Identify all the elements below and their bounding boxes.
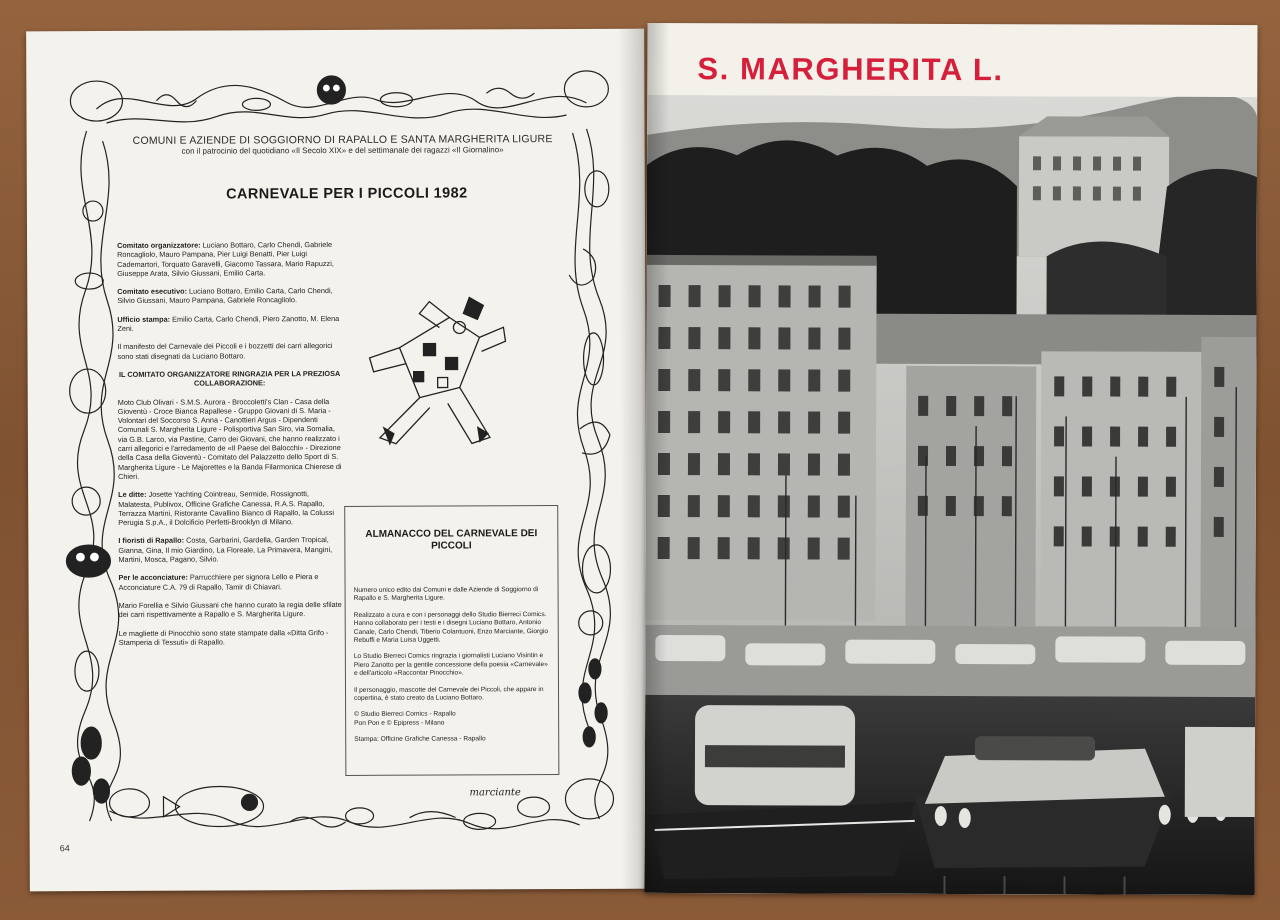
right-page (644, 23, 1257, 895)
harbor-town-photo (644, 95, 1257, 895)
almanac-box (344, 505, 559, 776)
harlequin-drawing (359, 287, 510, 456)
almanac-paragraph: Numero unico edito dai Comuni e dalle Aziende di Soggiorno di Rapallo e S. Margherita Ligure. (353, 586, 539, 603)
artist-signature: marciante (469, 787, 521, 799)
almanac-paragraph: Realizzato a cura e con i personaggi dello Studio Bierreci Comics. Hanno collaborato per i testi e i disegni Luciano Bottaro, Antonio Canale, Carlo Chendi, Tiberio Colantuoni, Enzo Marciante, Giorgio Rebuffi e Maria Luisa Uggetti. (353, 610, 549, 644)
almanac-paragraph: Lo Studio Bierreci Comics ringrazia i giornalisti Luciano Visintin e Piero Zanotto per la gentile concessione della poesia «Carnevale» e dell'articolo «Raccontar Pinocchio». (353, 652, 548, 678)
credits-paragraph: Per le acconciature: Parrucchiere per signora Lello e Piera e Acconciature C.A. 79 di Rapallo, Tamir di Chiavari. (118, 572, 319, 592)
organizer-header: COMUNI E AZIENDE DI SOGGIORNO DI RAPALLO E SANTA MARGHERITA LIGURE (132, 133, 553, 147)
credits-paragraph: I fioristi di Rapallo: Costa, Garbarini, Gardella, Garden Tropical, Gianna, Gina, Il mio Giardino, La Floreale, La Primavera, Mangini, Martini, Mosca, Pagano, Silvio. (118, 535, 333, 564)
credits-paragraph: Comitato organizzatore: Luciano Bottaro, Carlo Chendi, Gabriele Roncagliolo, Mauro Pampana, Pier Luigi Benatti, Pier Luigi Cademartori, Torquato Garavelli, Giacomo Tassara, Mario Rapuzzi, Giuseppe Arata, Silvio Giussani, Emilio Carta. (117, 240, 334, 278)
credits-paragraph: Mario Forellia e Silvio Giussani che hanno curato la regia delle sfilate dei carri rispettivamente a Rapallo e S. Margherita Ligure. (118, 599, 342, 620)
almanac-paragraph: © Studio Bierreci Comics - Rapallo Pon Pon e © Epipress - Milano (354, 710, 456, 727)
page-title: CARNEVALE PER I PICCOLI 1982 (226, 185, 468, 203)
almanac-text (354, 586, 551, 745)
thanks-heading: IL COMITATO ORGANIZZATORE RINGRAZIA PER LA PREZIOSA COLLABORAZIONE: (118, 368, 341, 388)
almanac-title: ALMANACCO DEL CARNEVALE DEI PICCOLI (365, 528, 538, 552)
place-title: S. MARGHERITA L. (697, 51, 1004, 88)
credits-paragraph: Il manifesto del Carnevale dei Piccoli e i bozzetti dei carri allegorici sono stati disegnati da Luciano Bottaro. (117, 341, 333, 361)
credits-paragraph: Moto Club Olivari - S.M.S. Aurora - Broccoletti's Clan - Casa della Gioventù - Croce Bianca Rapallese - Gruppo Giovani di S. Maria - Volontari del Soccorso S. Anna - Canottieri Argus - Dipendenti Comunali S. Margherita Ligure - Polisportiva San Siro, via Somalia, via G.B. Larco, via Pastine, Carro dei Giovani, che hanno realizzato i carri allegorici e l'arredamento de «Il Paese dei Balocchi» - Direzione della Casa della Gioventù - Comitato del Palazzetto dello Sport di S. Margherita Ligure - Le Majorettes e la Banda Filarmonica Chierese di Chieri. (117, 396, 342, 481)
almanac-paragraph: Stampa: Officine Grafiche Canessa - Rapallo (354, 735, 486, 744)
credits-paragraph: Comitato esecutivo: Luciano Bottaro, Emilio Carta, Carlo Chendi, Silvio Giussani, Mauro Pampana, Gabriele Roncagliolo. (117, 286, 333, 306)
almanac-paragraph: Il personaggio, mascotte del Carnevale dei Piccoli, che appare in copertina, è stato creato da Luciano Bottaro. (353, 685, 544, 702)
left-page (26, 29, 648, 892)
credits-paragraph: Ufficio stampa: Emilio Carta, Carlo Chendi, Piero Zanotto, M. Elena Zeni. (117, 313, 340, 334)
credits-paragraph: Le magliette di Pinocchio sono state stampate dalla «Ditta Grifo - Stamperia di Tessuti» di Rapallo. (118, 627, 329, 647)
patronage-line: con il patrocinio del quotidiano «Il Secolo XIX» e del settimanale dei ragazzi «Il Giornalino» (181, 145, 504, 156)
page-number: 64 (59, 843, 70, 854)
credits-paragraph: Le ditte: Josette Yachting Cointreau, Sermide, Rossignotti, Malatesta, Publivox, Officine Grafiche Canessa, R.A.S. Rapallo, Terrazza Martini, Ristorante Cavallino Bianco di Rapallo, la Colussi Perugia S.p.A., il Dolcificio Perfetti-Brooklyn di Milano. (118, 489, 335, 528)
credits-column (117, 240, 343, 656)
